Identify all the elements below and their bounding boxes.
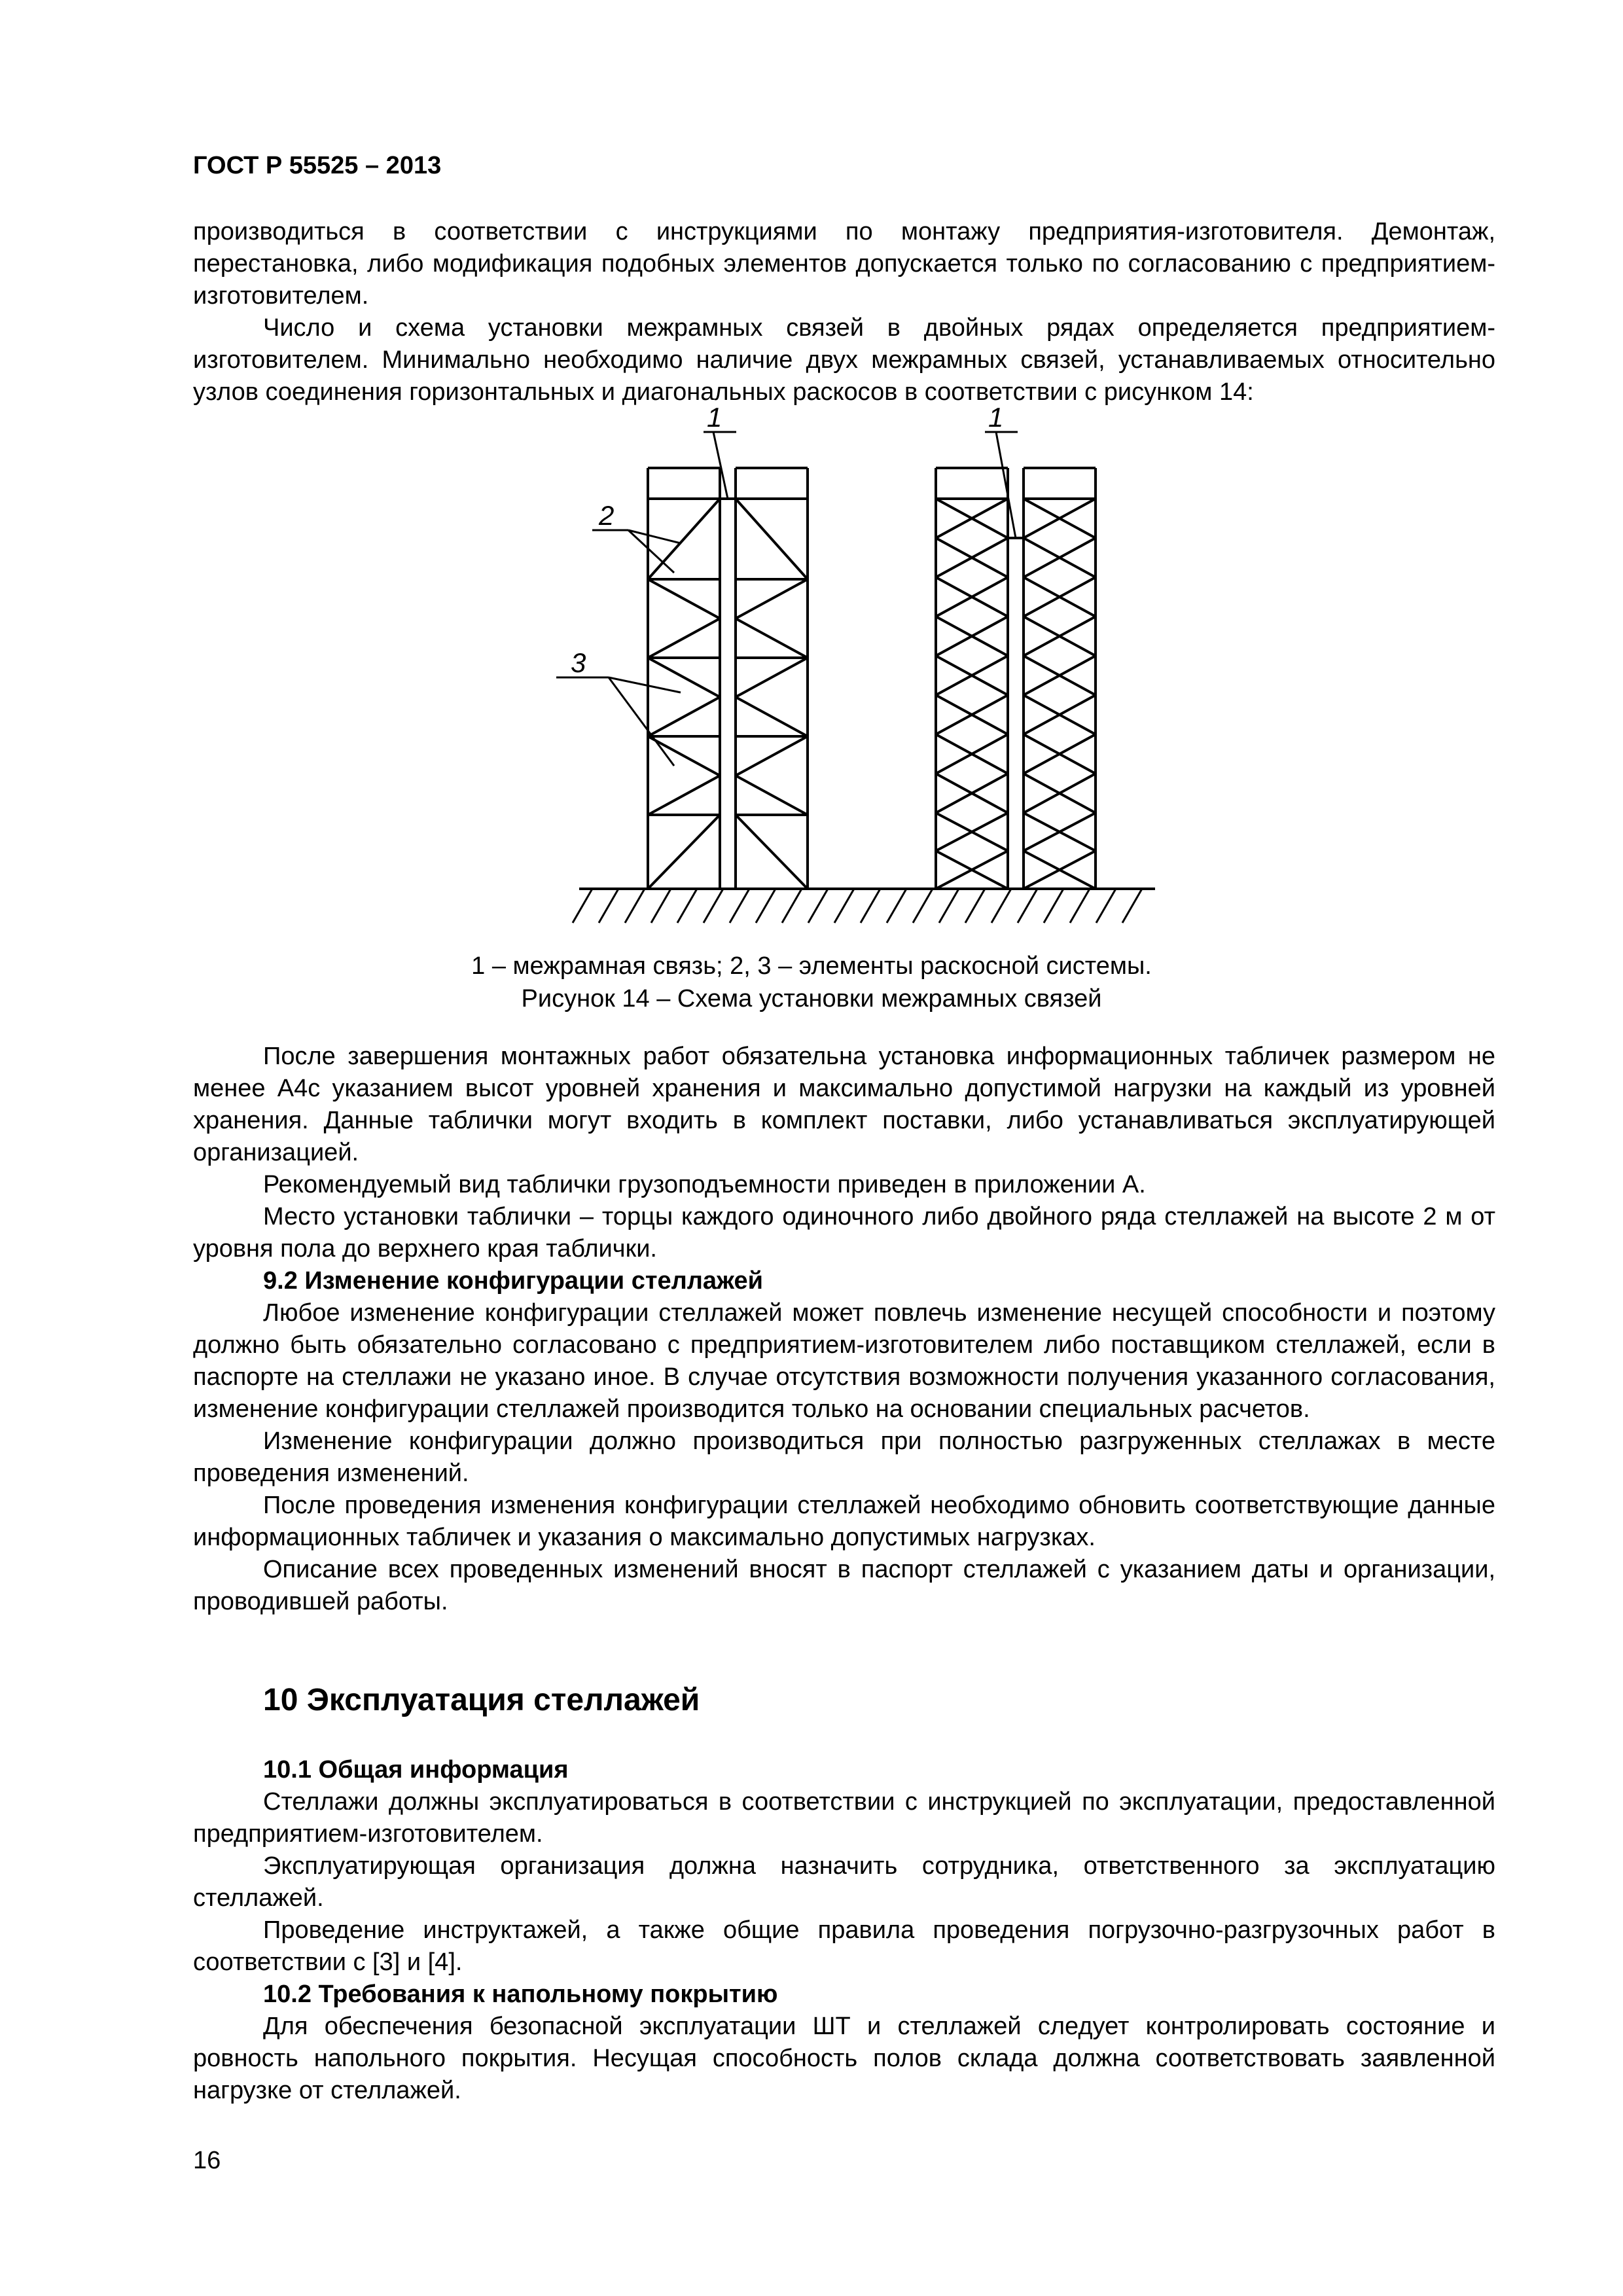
label-tie-right: 1 bbox=[988, 402, 1004, 433]
body-paragraph: Рекомендуемый вид таблички грузоподъемности приведен в приложении А. bbox=[263, 1171, 1146, 1198]
body-paragraph: Описание всех проведенных изменений вносят в паспорт стеллажей с указанием даты и организации, проводившей работы. bbox=[193, 1556, 1495, 1615]
intro-paragraph: производиться в соответствии с инструкциями по монтажу предприятия-изготовителя. Демонтаж, перестановка, либо модификация подобных элементов допускается только по согласованию с предприятием-изготовителем. bbox=[193, 218, 1495, 310]
body-paragraph: Любое изменение конфигурации стеллажей может повлечь изменение несущей способности и поэтому должно быть обязательно согласовано с предприятием-изготовителем либо поставщиком стеллажей, если в паспорте на стеллажи не указано иное. В случае отсутствия возможности получения указанного согласования, изменение конфигурации стеллажей производится только на основании специальных расчетов. bbox=[193, 1299, 1495, 1423]
page-number: 16 bbox=[193, 2147, 221, 2174]
body-paragraph: После проведения изменения конфигурации стеллажей необходимо обновить соответствующие данные информационных табличек и указания о максимально допустимых нагрузках. bbox=[193, 1492, 1495, 1551]
body-paragraph: Для обеспечения безопасной эксплуатации ШТ и стеллажей следует контролировать состояние и ровность напольного покрытия. Несущая способность полов склада должна соответствовать заявленной нагрузке от стеллажей. bbox=[193, 2013, 1495, 2104]
intro-paragraph: Число и схема установки межрамных связей в двойных рядах определяется предприятием-изготовителем. Минимально необходимо наличие двух межрамных связей, устанавливаемых относительно узлов соединения горизонтальных и диагональных раскосов в соответствии с рисунком 14: bbox=[193, 314, 1495, 406]
ground-hatch bbox=[573, 889, 1142, 923]
figure-14-diagram bbox=[0, 0, 1623, 929]
subheading-10-1: 10.1 Общая информация bbox=[263, 1756, 569, 1784]
subheading-9-2: 9.2 Изменение конфигурации стеллажей bbox=[263, 1267, 763, 1295]
leader-lines bbox=[556, 432, 1018, 766]
body-paragraph: Стеллажи должны эксплуатироваться в соответствии с инструкцией по эксплуатации, предоставленной предприятием-изготовителем. bbox=[193, 1788, 1495, 1848]
section-10-heading: 10 Эксплуатация стеллажей bbox=[263, 1683, 700, 1717]
body-paragraph: Эксплуатирующая организация должна назначить сотрудника, ответственного за эксплуатацию стеллажей. bbox=[193, 1852, 1495, 1912]
document-header: ГОСТ Р 55525 – 2013 bbox=[193, 152, 442, 179]
label-element-3: 3 bbox=[571, 647, 586, 678]
body-paragraph: Место установки таблички – торцы каждого одиночного либо двойного ряда стеллажей на высоте 2 м от уровня пола до верхнего края таблички. bbox=[193, 1203, 1495, 1263]
figure-caption: Рисунок 14 – Схема установки межрамных связей bbox=[521, 985, 1102, 1013]
section-10-block bbox=[193, 1754, 1495, 2107]
label-element-2: 2 bbox=[599, 500, 615, 531]
body-paragraph: Изменение конфигурации должно производиться при полностью разгруженных стеллажах в месте проведения изменений. bbox=[193, 1427, 1495, 1487]
label-tie-left: 1 bbox=[707, 402, 722, 433]
subheading-10-2: 10.2 Требования к напольному покрытию bbox=[263, 1981, 778, 2008]
figure-legend: 1 – межрамная связь; 2, 3 – элементы раскосной системы. bbox=[471, 952, 1152, 980]
section-9-block bbox=[193, 1041, 1495, 1618]
body-paragraph: Проведение инструктажей, а также общие правила проведения погрузочно-разгрузочных работ в соответствии с [3] и [4]. bbox=[193, 1916, 1495, 1976]
body-paragraph: После завершения монтажных работ обязательна установка информационных табличек размером не менее А4с указанием высот уровней хранения и максимально допустимой нагрузки на каждый из уровней хранения. Данные таблички могут входить в комплект поставки, либо устанавливаться эксплуатирующей организацией. bbox=[193, 1043, 1495, 1166]
